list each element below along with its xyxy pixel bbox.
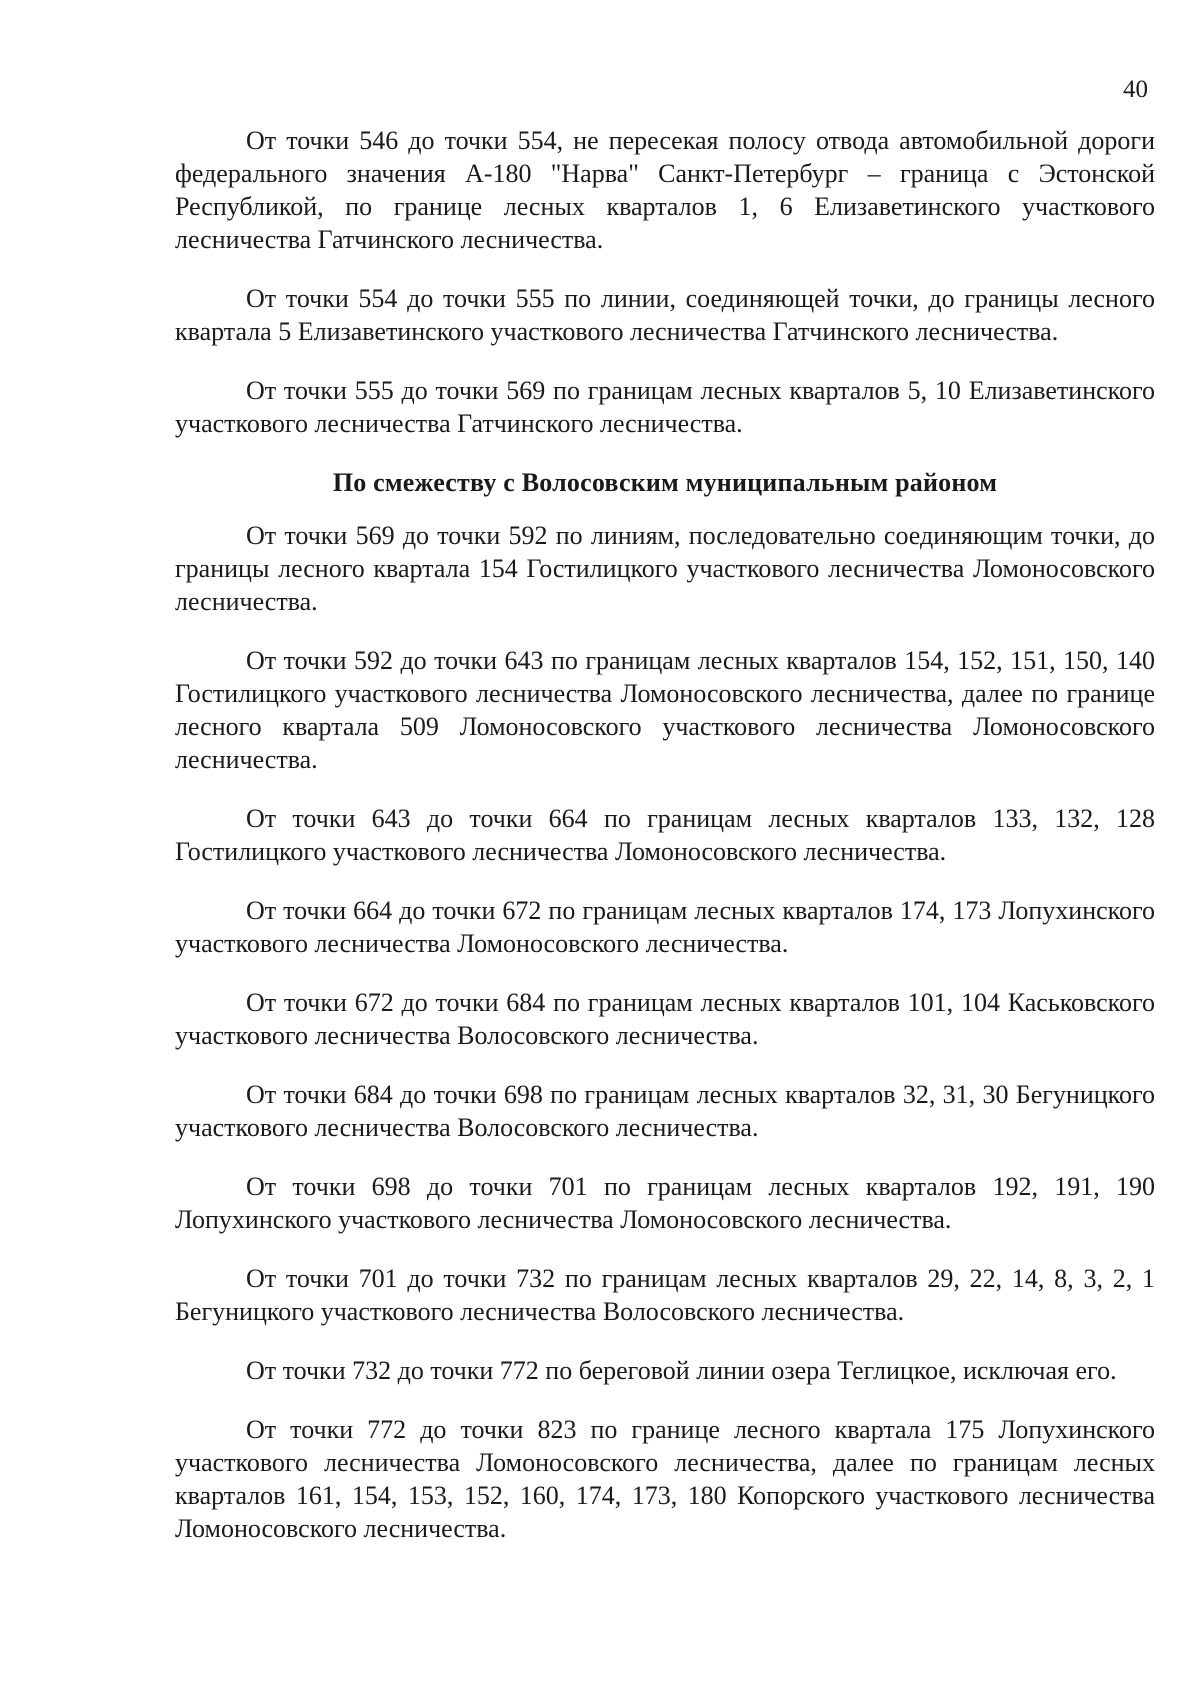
paragraph-554-555: От точки 554 до точки 555 по линии, соединяющей точки, до границы лесного квартала 5 Елизаветинского участкового лесничества Гатчинского лесничества.: [175, 284, 1155, 346]
page-number: 40: [1123, 76, 1148, 103]
document-body: [175, 124, 1155, 1571]
paragraph-546-554: От точки 546 до точки 554, не пересекая полосу отвода автомобильной дороги федерального значения А-180 "Нарва" Санкт-Петербург – граница с Эстонской Республикой, по границе лесных кварталов 1, 6 Елизаветинского участкового лесничества Гатчинского лесничества.: [175, 126, 1155, 254]
paragraph-555-569: От точки 555 до точки 569 по границам лесных кварталов 5, 10 Елизаветинского участкового лесничества Гатчинского лесничества.: [175, 376, 1155, 438]
paragraph-592-643: От точки 592 до точки 643 по границам лесных кварталов 154, 152, 151, 150, 140 Гостилицкого участкового лесничества Ломоносовского лесничества, далее по границе лесного квартала 509 Ломоносовского участкового лесничества Ломоносовского лесничества.: [175, 646, 1155, 774]
paragraph-772-823: От точки 772 до точки 823 по границе лесного квартала 175 Лопухинского участкового лесничества Ломоносовского лесничества, далее по границам лесных кварталов 161, 154, 153, 152, 160, 174, 173, 180 Копорского участкового лесничества Ломоносовского лесничества.: [175, 1415, 1155, 1543]
paragraph-672-684: От точки 672 до точки 684 по границам лесных кварталов 101, 104 Каськовского участкового лесничества Волосовского лесничества.: [175, 988, 1155, 1050]
paragraph-684-698: От точки 684 до точки 698 по границам лесных кварталов 32, 31, 30 Бегуницкого участкового лесничества Волосовского лесничества.: [175, 1080, 1155, 1142]
paragraph-732-772: От точки 732 до точки 772 по береговой линии озера Теглицкое, исключая его.: [246, 1356, 1117, 1385]
paragraph-698-701: От точки 698 до точки 701 по границам лесных кварталов 192, 191, 190 Лопухинского участкового лесничества Ломоносовского лесничества.: [175, 1172, 1155, 1234]
section-heading: По смежеству с Волосовским муниципальным районом: [332, 468, 998, 497]
paragraph-643-664: От точки 643 до точки 664 по границам лесных кварталов 133, 132, 128 Гостилицкого участкового лесничества Ломоносовского лесничества.: [175, 804, 1155, 866]
paragraph-569-592: От точки 569 до точки 592 по линиям, последовательно соединяющим точки, до границы лесного квартала 154 Гостилицкого участкового лесничества Ломоносовского лесничества.: [175, 521, 1155, 616]
paragraph-664-672: От точки 664 до точки 672 по границам лесных кварталов 174, 173 Лопухинского участкового лесничества Ломоносовского лесничества.: [175, 896, 1155, 958]
paragraph-701-732: От точки 701 до точки 732 по границам лесных кварталов 29, 22, 14, 8, 3, 2, 1 Бегуницкого участкового лесничества Волосовского лесничества.: [175, 1264, 1155, 1326]
